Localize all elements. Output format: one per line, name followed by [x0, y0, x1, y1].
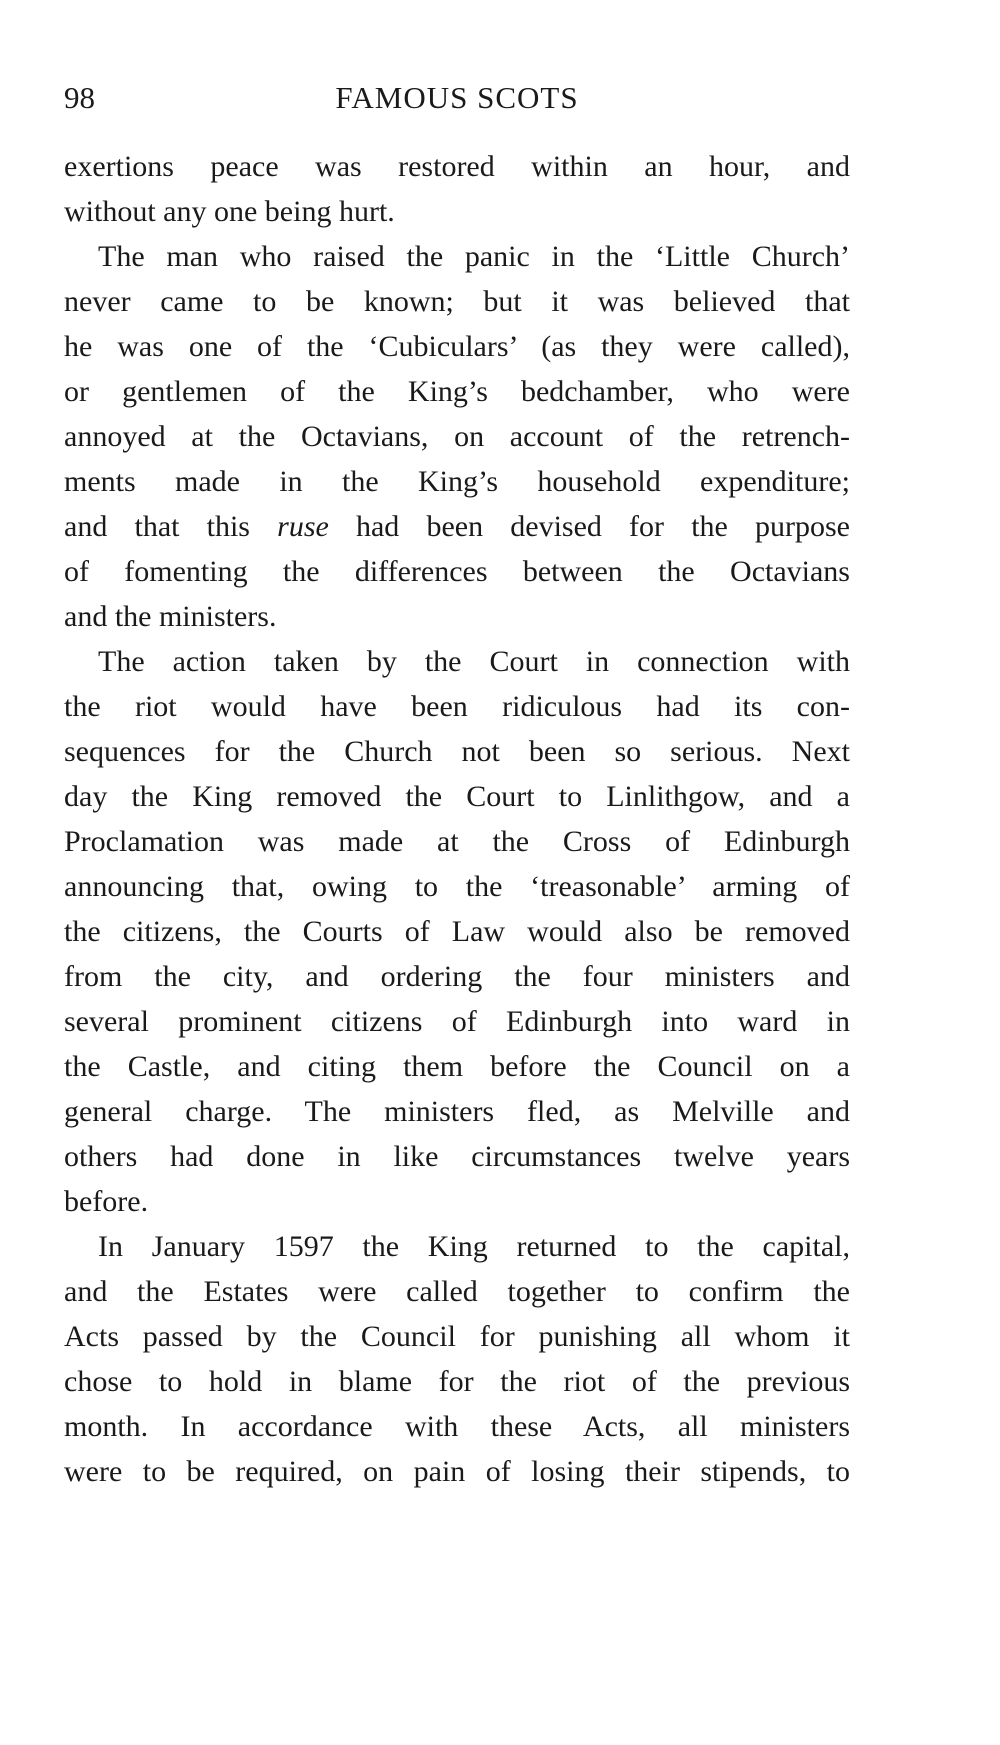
text-line: Proclamation was made at the Cross of Edinburgh	[64, 825, 850, 858]
text-line: and the ministers.	[64, 600, 277, 633]
text-line: of fomenting the differences between the Octavians	[64, 555, 850, 588]
text-line: Acts passed by the Council for punishing all whom it	[64, 1320, 850, 1353]
book-page	[64, 70, 850, 1494]
paragraph	[64, 144, 850, 234]
text-line: chose to hold in blame for the riot of the previous	[64, 1365, 850, 1398]
text-line: sequences for the Church not been so serious. Next	[64, 735, 850, 768]
paragraph	[64, 1224, 850, 1494]
italic-word: ruse	[277, 510, 329, 543]
text-line: day the King removed the Court to Linlithgow, and a	[64, 780, 850, 813]
text-line: without any one being hurt.	[64, 195, 395, 228]
text-line: and the Estates were called together to confirm the	[64, 1275, 850, 1308]
text-line: announcing that, owing to the ‘treasonable’ arming of	[64, 870, 850, 903]
page-header	[64, 70, 850, 126]
text-line: The man who raised the panic in the ‘Little Church’	[98, 240, 850, 273]
text-line: the riot would have been ridiculous had its con-	[64, 690, 850, 723]
text-line: from the city, and ordering the four ministers and	[64, 960, 850, 993]
text-line: were to be required, on pain of losing their stipends, to	[64, 1455, 850, 1488]
text-line-with-italic: and that this ruse had been devised for the purpose	[64, 510, 850, 543]
paragraph	[64, 639, 850, 1224]
page-number: 98	[64, 80, 95, 115]
text-line: general charge. The ministers fled, as Melville and	[64, 1095, 850, 1128]
text-line: the citizens, the Courts of Law would also be removed	[64, 915, 850, 948]
text-line: several prominent citizens of Edinburgh into ward in	[64, 1005, 850, 1038]
text-line: before.	[64, 1185, 149, 1218]
text-line: the Castle, and citing them before the Council on a	[64, 1050, 850, 1083]
text-line: ments made in the King’s household expenditure;	[64, 465, 850, 498]
body-text	[64, 144, 850, 1494]
text-line: annoyed at the Octavians, on account of the retrench-	[64, 420, 850, 453]
paragraph	[64, 234, 850, 639]
text-line: month. In accordance with these Acts, all ministers	[64, 1410, 850, 1443]
text-line: exertions peace was restored within an hour, and	[64, 150, 850, 183]
text-line: others had done in like circumstances twelve years	[64, 1140, 850, 1173]
text-line: The action taken by the Court in connection with	[98, 645, 850, 678]
text-line: In January 1597 the King returned to the capital,	[98, 1230, 850, 1263]
running-title: FAMOUS SCOTS	[335, 80, 579, 115]
text-line: or gentlemen of the King’s bedchamber, who were	[64, 375, 850, 408]
text-line: he was one of the ‘Cubiculars’ (as they were called),	[64, 330, 850, 363]
text-line: never came to be known; but it was believed that	[64, 285, 850, 318]
